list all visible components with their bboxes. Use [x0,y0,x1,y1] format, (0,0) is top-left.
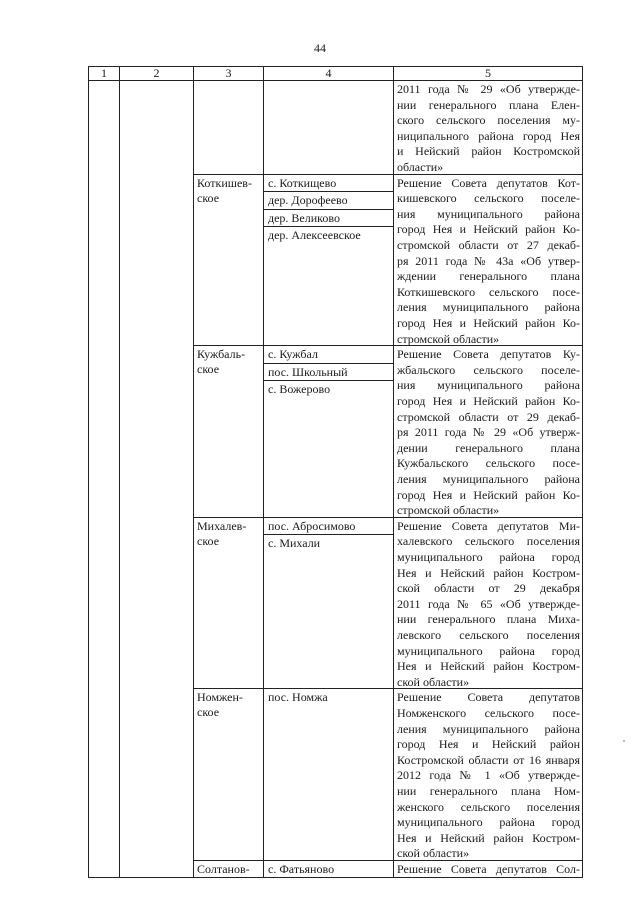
document-text-line: кишевского сельского поселе- [397,191,580,206]
document-text-line: ской области» [397,674,470,689]
document-text-line: Коткишевского сельского посе- [397,284,580,299]
document-reference [394,518,582,690]
settlement-name-line: Михалев- [197,518,247,533]
settlement-name-line: ское [197,533,220,548]
column-header: 4 [264,67,394,81]
settlement-name-line: Солтанов- [197,861,250,876]
document-text-line: ря 2011 года № 43а «Об утвер- [397,253,580,268]
document-text-line: муниципального района город [397,549,580,564]
document-text-line: город Нея и Нейский район Ко- [397,487,580,502]
document-text-line: стромской области» [397,331,500,346]
document-text-line: Решение Совета депутатов Ку- [397,347,580,362]
places-column [264,81,394,878]
column-header: 5 [394,67,583,81]
document-column [394,81,583,878]
document-text-line: левского сельского поселения [397,627,580,642]
document-text-line: 2011 года № 65 «Об утвержде- [397,596,580,611]
document-text-line: Решение Совета депутатов [397,690,580,705]
settlement-name [194,689,263,861]
settlement-name [194,861,263,877]
places-list [264,861,393,877]
document-text-line: стромской области от 29 декаб- [397,409,580,424]
places-list [264,175,393,347]
document-text-line: женского сельского поселения [397,799,580,814]
document-text-line: ской области от 29 декабря [397,581,580,596]
place-name: с. Фатьяново [268,861,335,876]
document-text-line: нии генерального плана Миха- [397,612,580,627]
document-text-line: ря 2011 года № 29 «Об утверж- [397,425,580,440]
places-list [264,81,393,175]
document-text-line: Решение Совета депутатов Кот- [397,175,580,190]
column-2-cell [120,81,194,878]
settlement-name-line: ское [197,362,220,377]
document-text-line: муниципального района город [397,643,580,658]
place-name: с. Кужбал [264,346,393,364]
document-reference [394,175,582,347]
place-name: пос. Номжа [268,690,328,705]
places-list [264,346,393,518]
place-name: пос. Абросимово [264,518,393,536]
document-text-line: дении генерального плана [397,440,580,455]
document-text-line: ской области» [397,846,470,861]
document-text-line: жбальского сельского поселе- [397,362,580,377]
document-text-line: нии генерального плана Елен- [397,97,580,112]
document-reference [394,81,582,175]
document-text-line: ждении генерального плана [397,269,580,284]
column-header: 2 [120,67,194,81]
settlement-name [194,175,263,347]
place-name: с. Коткищево [264,175,393,193]
document-text-line: стромской области от 27 декаб- [397,237,580,252]
document-text-line: Нея и Нейский район Костром- [397,659,580,674]
document-text-line: ния муниципального района [397,378,580,393]
document-text-line: ниципального района город Нея [397,128,580,143]
place-name: пос. Школьный [264,364,393,382]
page-number: 44 [314,41,326,55]
column-1-cell [89,81,120,878]
document-text-line: город Нея и Нейский район Ко- [397,393,580,408]
document-text-line: ского сельского поселения му- [397,113,580,128]
settlement-name-line: ское [197,705,220,720]
place-name: с. Вожерово [268,382,331,397]
document-text-line: Номженского сельского посе- [397,705,580,720]
settlements-table [88,66,583,878]
settlement-name-line: ское [197,190,220,205]
settlement-name-line: Коткишев- [197,175,252,190]
place-name: дер. Дорофеево [264,192,393,210]
table-body-row [89,81,583,878]
document-text-line: Костромской области от 16 января [397,752,580,767]
document-text-line: город Нея и Нейский район Ко- [397,222,580,237]
document-reference [394,346,582,518]
document-text-line: ния муниципального района [397,206,580,221]
document-text-line: Нея и Нейский район Костром- [397,830,580,845]
document-text-line: ления муниципального района [397,721,580,736]
settlement-name-line: Кужбаль- [197,347,246,362]
settlement-name-line: Номжен- [197,690,243,705]
document-reference [394,861,582,877]
scan-speck [623,740,625,742]
document-text-line: нии генерального плана Ном- [397,783,580,798]
document-text-line: Решение Совета депутатов Сол- [397,861,580,876]
place-name: дер. Великово [264,210,393,228]
settlement-column [194,81,264,878]
place-name: с. Михали [268,536,321,551]
settlement-name [194,81,263,175]
place-name: дер. Алексеевское [268,228,361,243]
document-reference [394,689,582,861]
document-text-line: и Нейский район Костромской [397,144,580,159]
document-text-line: стромской области» [397,503,500,518]
places-list [264,689,393,861]
settlement-name [194,518,263,690]
document-text-line: муниципального района город [397,815,580,830]
document-text-line: Нея и Нейский район Костром- [397,565,580,580]
column-header: 1 [89,67,120,81]
column-header: 3 [194,67,264,81]
document-text-line: халевского сельского поселения [397,534,580,549]
document-text-line: город Нея и Нейский район [397,737,580,752]
document-text-line: город Нея и Нейский район Ко- [397,315,580,330]
document-text-line: ления муниципального района [397,300,580,315]
document-text-line: Решение Совета депутатов Ми- [397,518,580,533]
settlement-name [194,346,263,518]
header-row [89,67,583,81]
document-text-line: Кужбальского сельского посе- [397,456,580,471]
places-list [264,518,393,690]
document-text-line: 2011 года № 29 «Об утвержде- [397,82,580,96]
document-text-line: ления муниципального района [397,471,580,486]
document-text-line: области» [397,159,444,174]
document-text-line: 2012 года № 1 «Об утвержде- [397,768,580,783]
